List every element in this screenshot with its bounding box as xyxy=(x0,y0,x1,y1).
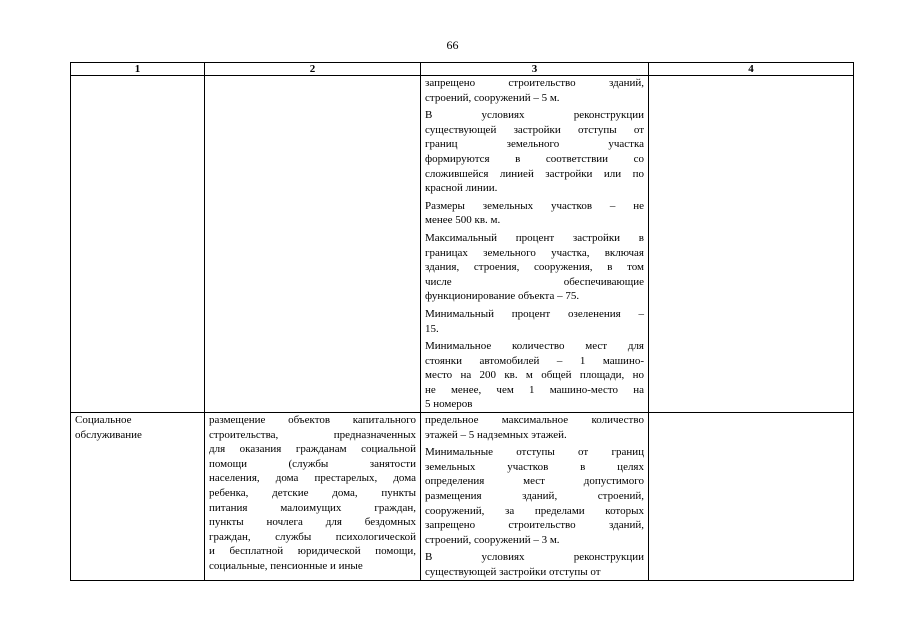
text-line: 5 номеров xyxy=(425,398,473,411)
text-line: стоянки автомобилей – 1 машино- xyxy=(425,354,644,367)
text-line: менее 500 кв. м. xyxy=(425,214,501,227)
text-line: определения мест допустимого xyxy=(425,475,644,488)
text-line: место на 200 кв. м общей площади, но xyxy=(425,369,644,382)
text-line: сложившейся линией застройки или по xyxy=(425,167,644,180)
text-line: пункты ночлега для бездомных xyxy=(209,516,416,529)
text-line: запрещено строительство зданий, xyxy=(425,519,644,532)
column-header-3: 3 xyxy=(421,63,649,76)
text-line: и бесплатной юридической помощи, xyxy=(209,545,416,558)
row1-col4-cell xyxy=(649,76,854,413)
text-line: границах земельного участка, включая xyxy=(425,246,644,259)
paragraph xyxy=(425,339,644,412)
paragraph xyxy=(425,76,644,105)
text-line: формируются в соответствии со xyxy=(425,152,644,165)
text-line: этажей – 5 надземных этажей. xyxy=(425,428,567,441)
text-line: Минимальное количество мест для xyxy=(425,340,644,353)
text-line: строительства, предназначенных xyxy=(209,428,416,441)
text-line: не менее, чем 1 машино-место на xyxy=(425,383,644,396)
text-line: Минимальный процент озеленения – xyxy=(425,307,644,320)
document-table xyxy=(70,62,854,581)
text-line: сооружений, за пределами которых xyxy=(425,504,644,517)
column-header-1: 1 xyxy=(71,63,205,76)
table-row xyxy=(71,413,854,581)
text-line: Максимальный процент застройки в xyxy=(425,231,644,244)
row2-col4-cell xyxy=(649,413,854,581)
text-line: функционирование объекта – 75. xyxy=(425,290,580,303)
text-line: красной линии. xyxy=(425,182,498,195)
text-line: запрещено строительство зданий, xyxy=(425,77,644,89)
text-line: строений, сооружений – 5 м. xyxy=(425,91,560,104)
paragraph xyxy=(425,199,644,228)
row2-col2-cell xyxy=(205,413,421,581)
text-line: для оказания гражданам социальной xyxy=(209,443,416,456)
text-line: питания малоимущих граждан, xyxy=(209,501,416,514)
column-header-4: 4 xyxy=(649,63,854,76)
text-line: обслуживание xyxy=(75,428,142,441)
row1-col2-cell xyxy=(205,76,421,413)
text-line: социальные, пенсионные и иные xyxy=(209,560,363,572)
text-line: В условиях реконструкции xyxy=(425,551,644,564)
text-line: размещение объектов капитального xyxy=(209,414,416,427)
text-line: существующей застройки отступы от xyxy=(425,123,644,136)
text-line: В условиях реконструкции xyxy=(425,109,644,122)
row2-col3-cell xyxy=(421,413,649,581)
row1-col1-cell xyxy=(71,76,205,413)
text-line: Социальное xyxy=(75,414,132,427)
text-line: Минимальные отступы от границ xyxy=(425,446,644,459)
page-number: 66 xyxy=(446,38,459,52)
text-line: населения, дома престарелых, дома xyxy=(209,472,416,485)
row1-col3-cell xyxy=(421,76,649,413)
paragraph xyxy=(425,445,644,547)
text-line: помощи (службы занятости xyxy=(209,457,416,470)
text-line: Размеры земельных участков – не xyxy=(425,199,644,212)
paragraph xyxy=(425,231,644,304)
text-line: границ земельного участка xyxy=(425,138,644,151)
text-line: земельных участков в целях xyxy=(425,460,644,473)
paragraph xyxy=(425,307,644,336)
text-line: граждан, службы психологической xyxy=(209,530,416,543)
row2-col1-cell xyxy=(71,413,205,581)
paragraph xyxy=(425,413,644,442)
text-line: здания, строения, сооружения, в том xyxy=(425,261,644,274)
paragraph xyxy=(425,108,644,196)
text-line: ребенка, детские дома, пункты xyxy=(209,487,416,500)
text-line: строений, сооружений – 3 м. xyxy=(425,533,560,546)
table-row xyxy=(71,76,854,413)
paragraph xyxy=(425,550,644,579)
text-line: 15. xyxy=(425,322,439,335)
column-header-2: 2 xyxy=(205,63,421,76)
table-header-row xyxy=(71,63,854,76)
text-line: существующей застройки отступы от xyxy=(425,566,601,578)
text-line: числе обеспечивающие xyxy=(425,275,644,288)
text-line: размещения зданий, строений, xyxy=(425,490,644,503)
text-line: предельное максимальное количество xyxy=(425,414,644,427)
